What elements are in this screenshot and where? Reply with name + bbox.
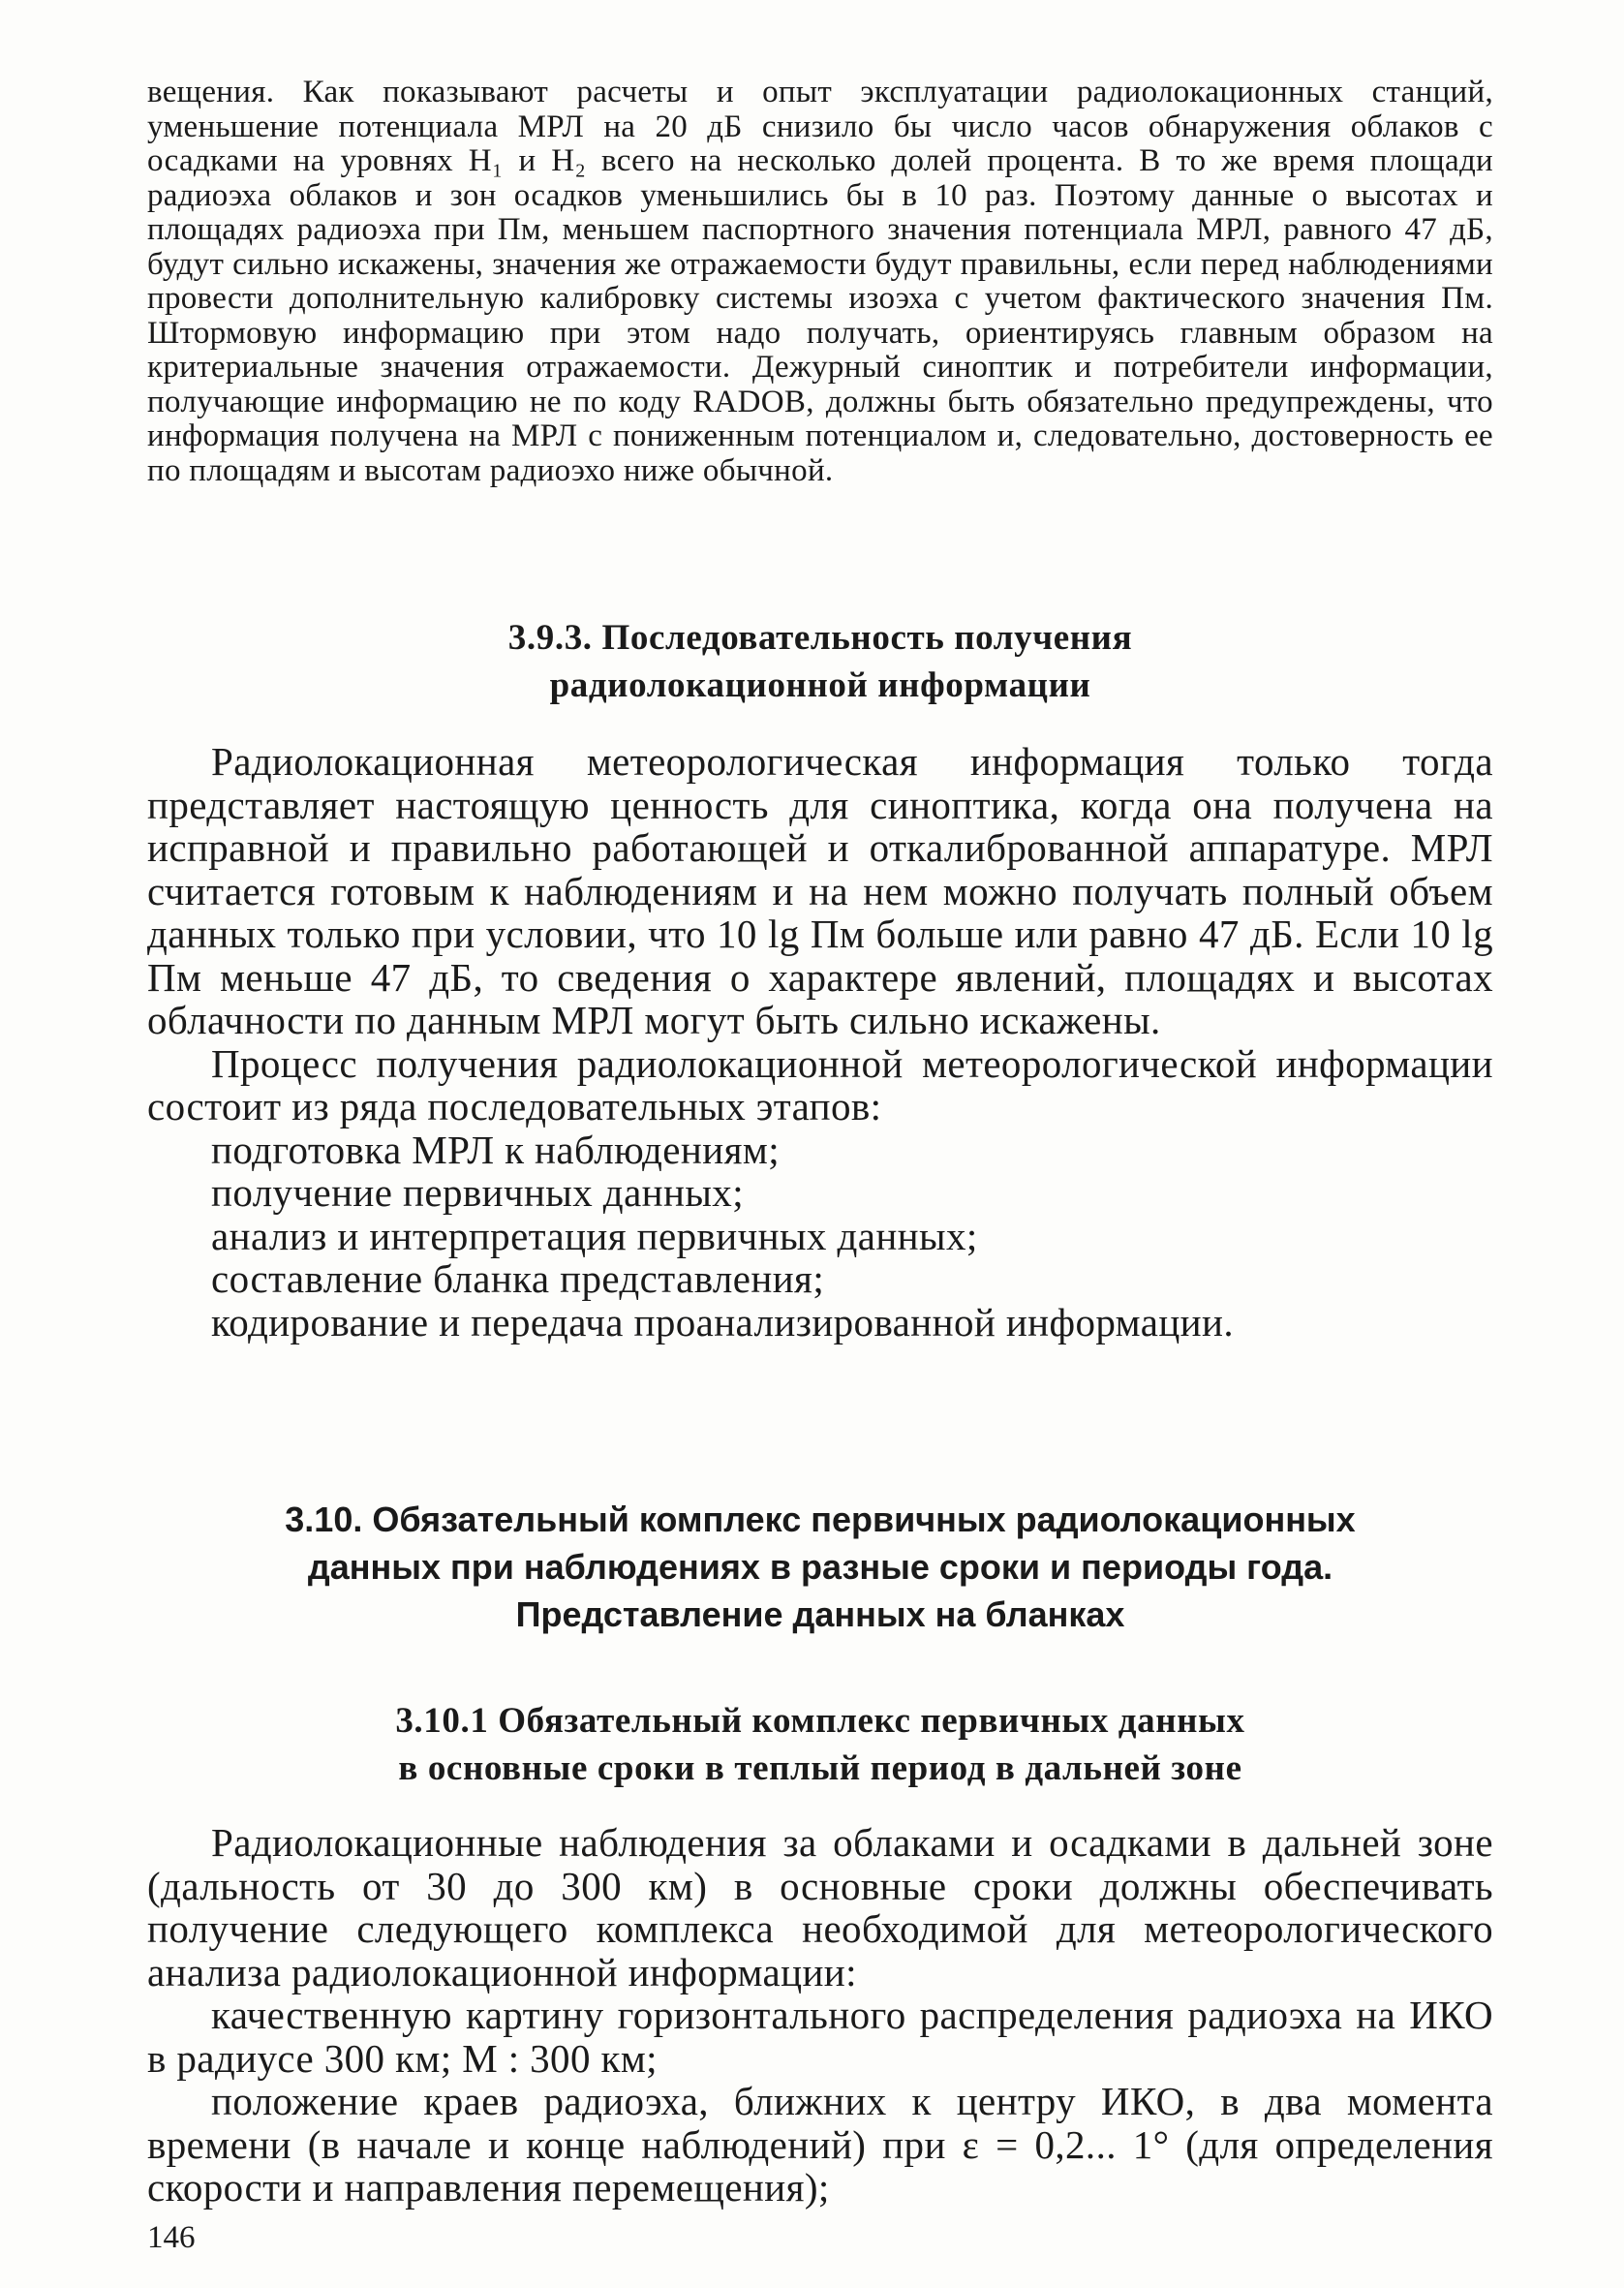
top-paragraph-block [147,76,1493,488]
section-3-10-1-heading [147,1697,1493,1792]
section-3-10-title-line3: Представление данных на бланках [515,1594,1125,1634]
section-3-10-title-line2: данных при наблюдениях в разные сроки и периоды года. [307,1547,1333,1587]
section-3-10-heading [147,1496,1493,1638]
section-3-10-1-title-line1: 3.10.1 Обязательный комплекс первичных данных [395,1701,1245,1741]
section-3-10-1-paragraph1: Радиолокационные наблюдения за облаками и осадками в дальней зоне (дальность от 30 до 300 км) в основные сроки должны обеспечивать получение следующего комплекса необходимой для метеорологического анализа радиолокационной информации: [147,1820,1493,1994]
section-3-9-3-title-line2: радиолокационной информации [549,665,1091,705]
list-item: анализ и интерпретация первичных данных; [211,1213,978,1258]
section-3-9-3-heading [147,614,1493,709]
section-3-10-1-body [147,1821,1493,2210]
list-item: подготовка МРЛ к наблюдениям; [211,1127,780,1172]
section-3-10-1-item2: положение краев радиоэха, ближних к центру ИКО, в два момента времени (в начале и конце наблюдений) при ε = 0,2... 1° (для определения скорости и направления перемещения); [147,2079,1493,2210]
section-3-10-1-item1: качественную картину горизонтального распределения радиоэха на ИКО в радиусе 300 км; М : 300 км; [147,1993,1493,2081]
list-item: составление бланка представления; [211,1256,825,1301]
section-3-9-3-body [147,740,1493,1344]
list-item: кодирование и передача проанализированной информации. [211,1299,1235,1345]
section-3-9-3-paragraph2: Процесс получения радиолокационной метеорологической информации состоит из ряда последовательных этапов: [147,1040,1493,1129]
list-item: получение первичных данных; [211,1170,744,1215]
section-3-10-title-line1: 3.10. Обязательный комплекс первичных радиолокационных [285,1500,1356,1539]
page-number: 146 [147,2220,196,2255]
top-paragraph: вещения. Как показывают расчеты и опыт эксплуатации радиолокационных станций, уменьшение потенциала МРЛ на 20 дБ снизило бы число часов обнаружения облаков с осадками на уровнях H₁ и H₂ всего на несколько долей процента. В то же время площади радиоэха облаков и зон осадков уменьшились бы в 10 раз. Поэтому данные о высотах и площадях радиоэха при Пм, меньшем паспортного значения потенциала МРЛ, равного 47 дБ, будут сильно искажены, значения же отражаемости будут правильны, если перед наблюдениями провести дополнительную калибровку системы изоэха с учетом фактического значения Пм. Штормовую информацию при этом надо получать, ориентируясь главным образом на критериальные значения отражаемости. Дежурный синоптик и потребители информации, получающие информацию не по коду RADOB, должны быть обязательно предупреждены, что информация получена на МРЛ с пониженным потенциалом и, следовательно, достоверность ее по площадям и высотам радиоэхо ниже обычной. [147,75,1493,488]
section-3-9-3-title-line1: 3.9.3. Последовательность получения [507,618,1133,658]
section-3-9-3-paragraph1: Радиолокационная метеорологическая информация только тогда представляет настоящую ценность для синоптика, когда она получена на исправной и правильно работающей и откалиброванной аппаратуре. МРЛ считается готовым к наблюдениям и на нем можно получать полный объем данных только при условии, что 10 lg Пм больше или равно 47 дБ. Если 10 lg Пм меньше 47 дБ, то сведения о характере явлений, площадях и высотах облачности по данным МРЛ могут быть сильно искажены. [147,739,1493,1042]
section-3-10-1-title-line2: в основные сроки в теплый период в дальней зоне [398,1748,1242,1788]
